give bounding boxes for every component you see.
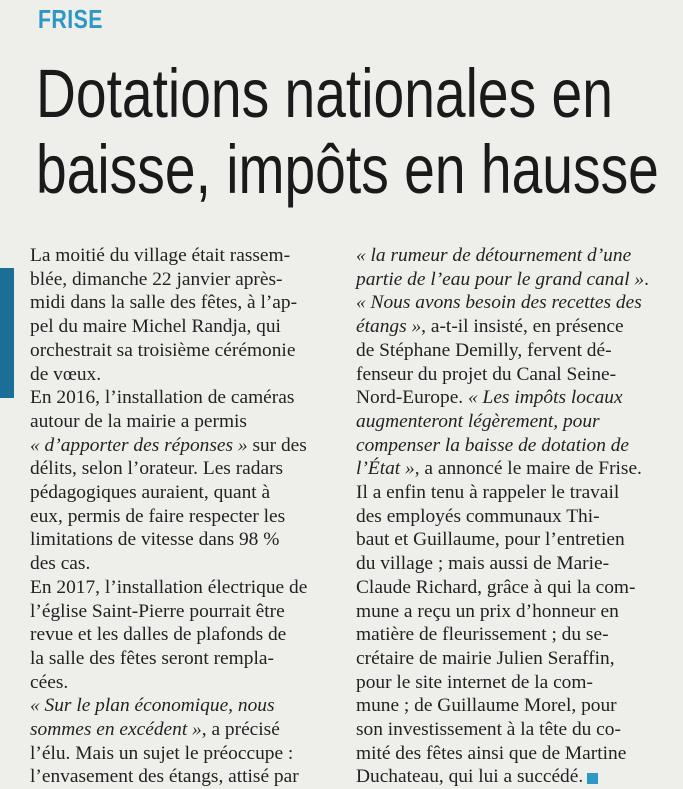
body-text: crétaire de mairie Julien Seraffin, bbox=[356, 647, 615, 669]
body-text: délits, selon l’orateur. Les radars bbox=[30, 458, 284, 480]
text-line bbox=[356, 505, 656, 529]
text-line bbox=[356, 268, 656, 292]
text-line bbox=[30, 410, 330, 434]
text-line bbox=[30, 386, 330, 410]
text-line bbox=[30, 765, 330, 789]
body-text: baut et Guillaume, pour l’entretien bbox=[356, 529, 625, 551]
headline-line-1: Dotations nationales en bbox=[36, 55, 613, 132]
text-line bbox=[30, 363, 330, 387]
text-line bbox=[356, 623, 656, 647]
text-line bbox=[30, 339, 330, 363]
quote-text: l’État » bbox=[356, 458, 415, 480]
text-line bbox=[30, 623, 330, 647]
body-text: de vœux. bbox=[30, 363, 102, 385]
body-text: fenseur du projet du Canal Seine- bbox=[356, 363, 617, 385]
quote-text: « d’apporter des réponses » bbox=[30, 434, 248, 456]
article-column-right bbox=[356, 244, 656, 789]
text-line bbox=[30, 742, 330, 766]
body-text: eux, permis de faire respecter les bbox=[30, 505, 286, 527]
body-text: pédagogiques auraient, quant à bbox=[30, 482, 271, 504]
body-text: , a précisé bbox=[201, 719, 280, 741]
body-text: la salle des fêtes seront rempla- bbox=[30, 647, 274, 669]
body-text: La moitié du village était rassem- bbox=[30, 245, 291, 266]
text-line bbox=[356, 742, 656, 766]
body-text: Il a enfin tenu à rappeler le travail bbox=[356, 482, 620, 504]
body-text: des employés communaux Thi- bbox=[356, 505, 600, 527]
body-text: blée, dimanche 22 janvier après- bbox=[30, 268, 283, 290]
text-line bbox=[356, 434, 656, 458]
text-line bbox=[356, 481, 656, 505]
text-line bbox=[30, 244, 330, 268]
text-line bbox=[356, 457, 656, 481]
body-text: Duchateau, qui lui a succédé. bbox=[356, 766, 584, 788]
body-text: midi dans la salle des fêtes, à l’ap- bbox=[30, 292, 298, 314]
body-text: son investissement à la tête du co- bbox=[356, 719, 621, 741]
text-line bbox=[356, 671, 656, 695]
text-line bbox=[30, 291, 330, 315]
body-text: du village ; mais aussi de Marie- bbox=[356, 553, 610, 575]
text-line bbox=[30, 718, 330, 742]
article-end-mark bbox=[587, 773, 598, 784]
body-text: autour de la mairie a permis bbox=[30, 410, 247, 432]
text-line bbox=[30, 694, 330, 718]
body-text: sur des bbox=[247, 434, 307, 456]
text-line bbox=[356, 244, 656, 268]
body-text: Claude Richard, grâce à qui la com- bbox=[356, 576, 636, 598]
section-kicker: FRISE bbox=[38, 4, 103, 34]
body-text: . bbox=[644, 268, 649, 290]
quote-text: sommes en excédent » bbox=[30, 719, 202, 741]
text-line bbox=[356, 576, 656, 600]
body-text: de Stéphane Demilly, fervent dé- bbox=[356, 339, 612, 361]
body-text: pour le site internet de la com- bbox=[356, 671, 593, 693]
text-line bbox=[30, 528, 330, 552]
text-line bbox=[356, 363, 656, 387]
article-column-left bbox=[30, 244, 330, 789]
quote-text: « Les impôts locaux bbox=[468, 387, 623, 409]
body-text: l’envasement des étangs, attisé par bbox=[30, 766, 299, 788]
body-text: l’église Saint-Pierre pourrait être bbox=[30, 600, 285, 622]
body-text: , a-t-il insisté, en présence bbox=[421, 316, 624, 338]
text-line bbox=[30, 315, 330, 339]
text-line bbox=[30, 268, 330, 292]
body-text: matière de fleurissement ; du se- bbox=[356, 624, 609, 646]
body-text: En 2017, l’installation électrique de bbox=[30, 576, 308, 598]
body-text: En 2016, l’installation de caméras bbox=[30, 387, 295, 409]
text-line bbox=[30, 481, 330, 505]
text-line bbox=[356, 315, 656, 339]
body-text: , a annoncé le maire de Frise. bbox=[414, 458, 642, 480]
quote-text: étangs » bbox=[356, 316, 422, 338]
body-text: limitations de vitesse dans 98 % bbox=[30, 529, 280, 551]
text-line bbox=[30, 457, 330, 481]
text-line bbox=[30, 552, 330, 576]
margin-color-bar bbox=[0, 268, 14, 398]
headline-line-2: baisse, impôts en hausse bbox=[36, 130, 659, 208]
text-line bbox=[356, 600, 656, 624]
body-text: mune ; de Guillaume Morel, pour bbox=[356, 695, 617, 717]
text-line bbox=[356, 765, 656, 789]
quote-text: « Sur le plan économique, nous bbox=[30, 695, 275, 717]
text-line bbox=[356, 694, 656, 718]
text-line bbox=[30, 647, 330, 671]
quote-text: augmenteront légèrement, pour bbox=[356, 410, 600, 432]
body-text: revue et les dalles de plafonds de bbox=[30, 624, 287, 646]
body-text: pel du maire Michel Randja, qui bbox=[30, 316, 281, 338]
quote-text: compenser la baisse de dotation de bbox=[356, 434, 630, 456]
body-text: cées. bbox=[30, 671, 69, 693]
text-line bbox=[356, 339, 656, 363]
body-text: Nord-Europe. bbox=[356, 387, 468, 409]
quote-text: « la rumeur de détournement d’une bbox=[356, 245, 632, 266]
quote-text: partie de l’eau pour le grand canal » bbox=[356, 268, 645, 290]
article-headline bbox=[36, 56, 676, 208]
body-text: mité des fêtes ainsi que de Martine bbox=[356, 742, 627, 764]
text-line bbox=[30, 600, 330, 624]
text-line bbox=[30, 505, 330, 529]
text-line bbox=[356, 528, 656, 552]
text-line bbox=[356, 552, 656, 576]
text-line bbox=[30, 671, 330, 695]
body-text: mune a reçu un prix d’honneur en bbox=[356, 600, 619, 622]
quote-text: « Nous avons besoin des recettes des bbox=[356, 292, 642, 314]
body-text: orchestrait sa troisième cérémonie bbox=[30, 339, 296, 361]
text-line bbox=[30, 576, 330, 600]
body-text: des cas. bbox=[30, 553, 91, 575]
text-line bbox=[356, 386, 656, 410]
body-text: l’élu. Mais un sujet le préoccupe : bbox=[30, 742, 294, 764]
text-line bbox=[30, 434, 330, 458]
text-line bbox=[356, 718, 656, 742]
text-line bbox=[356, 291, 656, 315]
text-line bbox=[356, 647, 656, 671]
text-line bbox=[356, 410, 656, 434]
